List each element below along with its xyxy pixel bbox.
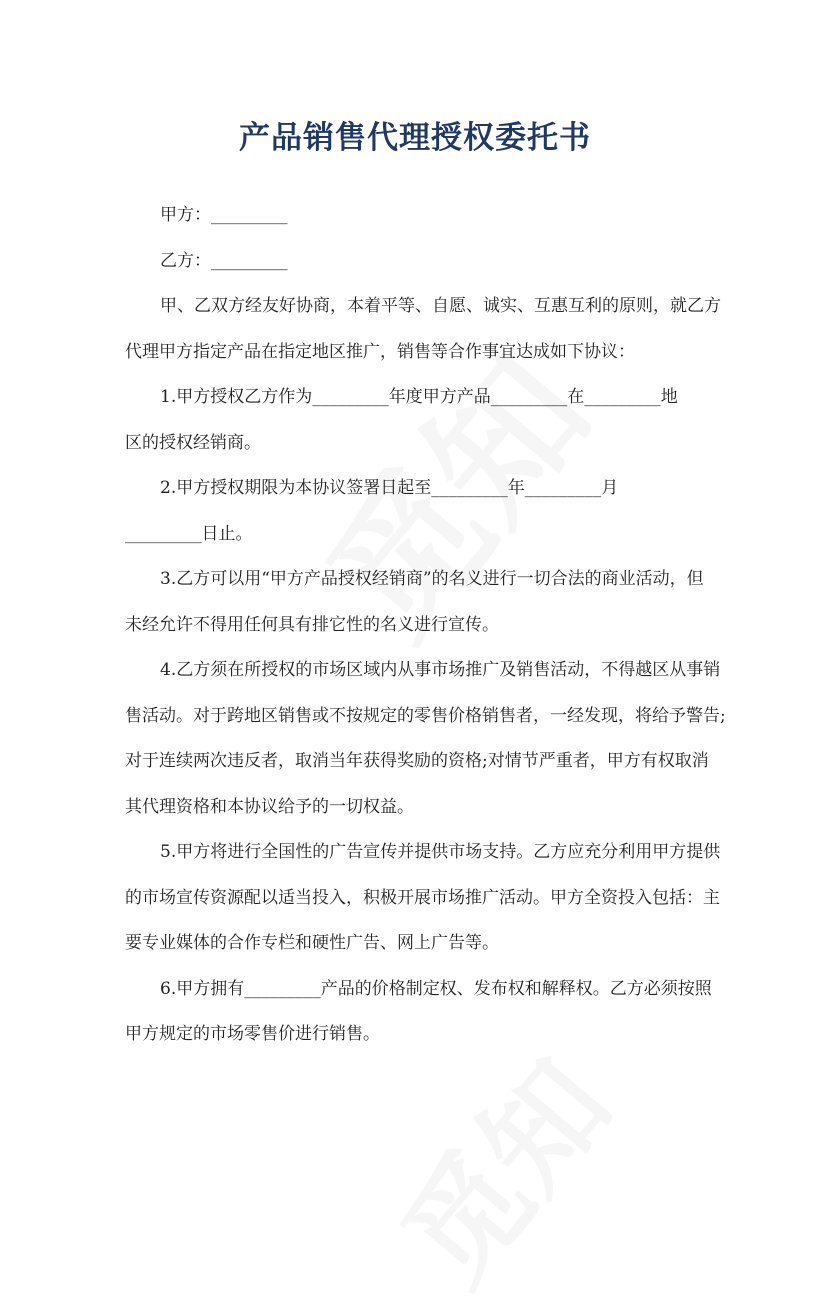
party-b-field: 乙方：_________ <box>160 250 288 271</box>
paragraph-line: 4.乙方须在所授权的市场区域内从事市场推广及销售活动，不得越区从事销 <box>160 660 721 680</box>
document-body <box>125 196 726 1061</box>
paragraph-line: 要专业媒体的合作专栏和硬性广告、网上广告等。 <box>125 933 499 953</box>
paragraph-line: 甲方规定的市场零售价进行销售。 <box>125 1024 380 1044</box>
paragraph-line: 6.甲方拥有_________产品的价格制定权、发布权和解释权。乙方必须按照 <box>160 978 712 999</box>
paragraph-line: 5.甲方将进行全国性的广告宣传并提供市场支持。乙方应充分利用甲方提供 <box>160 842 721 862</box>
paragraph-line: 的市场宣传资源配以适当投入，积极开展市场推广活动。甲方全资投入包括：主 <box>125 887 720 908</box>
paragraph-line: 未经允许不得用任何具有排它性的名义进行宣传。 <box>125 614 499 635</box>
paragraph <box>125 378 715 469</box>
paragraph <box>125 651 726 833</box>
paragraph <box>125 833 721 970</box>
paragraph-line: 3.乙方可以用“甲方产品授权经销商”的名义进行一切合法的商业活动，但 <box>160 569 704 589</box>
paragraph-line: 对于连续两次违反者，取消当年获得奖励的资格;对情节严重者，甲方有权取消 <box>125 751 709 771</box>
party-a-field: 甲方：_________ <box>160 205 288 225</box>
paragraph <box>125 287 721 378</box>
paragraph <box>125 970 715 1061</box>
paragraph-line: 代理甲方指定产品在指定地区推广，销售等合作事宜达成如下协议： <box>125 341 635 362</box>
paragraph-line: 1.甲方授权乙方作为_________年度甲方产品_________在_________地 <box>160 387 678 407</box>
document-title: 产品销售代理授权委托书 <box>239 120 591 156</box>
paragraph <box>125 469 715 560</box>
paragraph <box>125 560 715 651</box>
paragraph-line: 2.甲方授权期限为本协议签署日起至_________年_________月 <box>160 478 619 498</box>
paragraph-line: 售活动。对于跨地区销售或不按规定的零售价格销售者，一经发现，将给予警告; <box>125 705 726 726</box>
paragraph-line: 区的授权经销商。 <box>125 432 261 453</box>
paragraph-line: _________日止。 <box>125 523 253 544</box>
paragraph-line: 其代理资格和本协议给予的一切权益。 <box>125 796 414 817</box>
paragraph-line: 甲、乙双方经友好协商，本着平等、自愿、诚实、互惠互利的原则，就乙方 <box>160 296 721 316</box>
watermark-bottom <box>357 1019 643 1313</box>
